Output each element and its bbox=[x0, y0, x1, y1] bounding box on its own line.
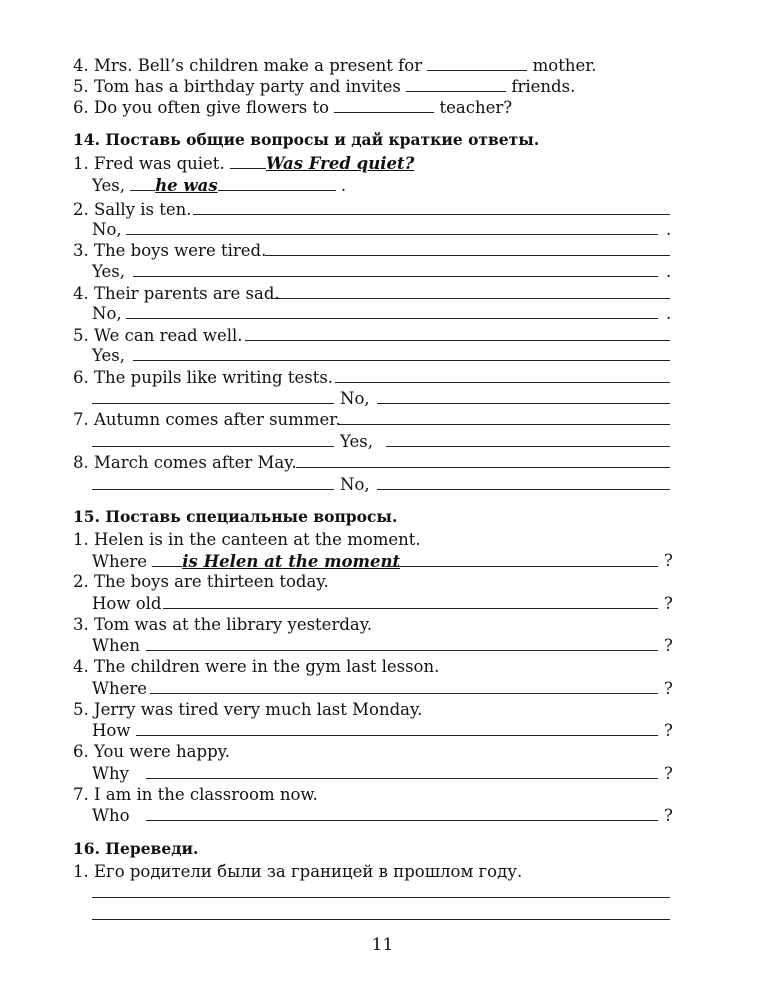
answer-line[interactable] bbox=[163, 608, 658, 609]
ex15-item-2-wh: How old bbox=[92, 594, 162, 613]
answer-line[interactable] bbox=[92, 897, 670, 898]
answer-line[interactable] bbox=[126, 318, 658, 319]
ex15-item-5: 5. Jerry was tired very much last Monday. bbox=[73, 700, 423, 719]
ex14-item-5: 5. We can read well. bbox=[73, 326, 243, 345]
ex14-item-1-reply: Yes, he was . bbox=[92, 176, 347, 195]
ex14-item-2-reply-label: No, bbox=[92, 220, 122, 239]
ex14-item-1: 1. Fred was quiet. Was Fred quiet? bbox=[73, 154, 415, 173]
ex15-item-1-reply: Where is Helen at the moment bbox=[92, 552, 401, 571]
top-item-4: 4. Mrs. Bell’s children make a present for mother. bbox=[73, 56, 597, 75]
answer-blank[interactable] bbox=[427, 55, 527, 71]
ex14-item-2: 2. Sally is ten. bbox=[73, 200, 192, 219]
ex14-item-6-reply-label: No, bbox=[340, 389, 370, 408]
answer-line[interactable] bbox=[193, 214, 670, 215]
answer-line[interactable] bbox=[92, 489, 334, 490]
ex15-item-3-wh: When bbox=[92, 636, 140, 655]
ex15-item-5-wh: How bbox=[92, 721, 131, 740]
ex15-item-4-wh: Where bbox=[92, 679, 148, 698]
answer-line[interactable] bbox=[335, 382, 670, 383]
ex15-item-1: 1. Helen is in the canteen at the moment. bbox=[73, 530, 421, 549]
exercise-15-title: 15. Поставь специальные вопросы. bbox=[73, 507, 398, 526]
answer-line[interactable] bbox=[146, 650, 658, 651]
ex14-item-8: 8. March comes after May. bbox=[73, 453, 297, 472]
ex15-item-2: 2. The boys are thirteen today. bbox=[73, 572, 329, 591]
answer-line[interactable] bbox=[146, 778, 658, 779]
ex14-item-6: 6. The pupils like writing tests. bbox=[73, 368, 334, 387]
answer-line[interactable] bbox=[274, 298, 670, 299]
answer-line[interactable] bbox=[136, 735, 658, 736]
example-reply: he was bbox=[155, 176, 218, 195]
answer-blank[interactable] bbox=[406, 76, 506, 92]
top-item-6: 6. Do you often give flowers to teacher? bbox=[73, 98, 513, 117]
ex14-item-4-reply-label: No, bbox=[92, 304, 122, 323]
ex15-item-3: 3. Tom was at the library yesterday. bbox=[73, 615, 373, 634]
page-number: 11 bbox=[371, 935, 394, 955]
answer-line[interactable] bbox=[385, 566, 658, 567]
answer-line[interactable] bbox=[146, 820, 658, 821]
ex14-item-5-reply-label: Yes, bbox=[92, 346, 125, 365]
ex15-item-7-wh: Who bbox=[92, 806, 130, 825]
answer-line[interactable] bbox=[92, 403, 334, 404]
ex15-item-7: 7. I am in the classroom now. bbox=[73, 785, 318, 804]
answer-line[interactable] bbox=[377, 403, 670, 404]
ex15-item-6: 6. You were happy. bbox=[73, 742, 231, 761]
answer-line[interactable] bbox=[245, 340, 670, 341]
answer-line[interactable] bbox=[377, 489, 670, 490]
answer-line[interactable] bbox=[386, 446, 670, 447]
example-answer: Was Fred quiet? bbox=[265, 154, 415, 173]
answer-blank[interactable] bbox=[334, 97, 434, 113]
answer-line[interactable] bbox=[126, 234, 658, 235]
example-answer: is Helen at the moment bbox=[182, 552, 401, 571]
answer-line[interactable] bbox=[338, 424, 670, 425]
answer-line[interactable] bbox=[133, 276, 658, 277]
answer-line[interactable] bbox=[150, 693, 658, 694]
ex14-item-7: 7. Autumn comes after summer. bbox=[73, 410, 341, 429]
answer-line[interactable] bbox=[133, 360, 670, 361]
ex14-item-3: 3. The boys were tired. bbox=[73, 241, 267, 260]
exercise-14-title: 14. Поставь общие вопросы и дай краткие ответы. bbox=[73, 130, 540, 149]
ex14-item-3-reply-label: Yes, bbox=[92, 262, 125, 281]
ex14-item-4: 4. Their parents are sad. bbox=[73, 284, 280, 303]
exercise-16-title: 16. Переведи. bbox=[73, 839, 199, 858]
answer-line[interactable] bbox=[296, 467, 670, 468]
answer-line[interactable] bbox=[265, 255, 670, 256]
ex14-item-8-reply-label: No, bbox=[340, 475, 370, 494]
ex16-item-1: 1. Его родители были за границей в прошлом году. bbox=[73, 862, 523, 881]
answer-line[interactable] bbox=[92, 446, 334, 447]
ex15-item-4: 4. The children were in the gym last lesson. bbox=[73, 657, 440, 676]
ex15-item-6-wh: Why bbox=[92, 764, 129, 783]
answer-line[interactable] bbox=[92, 919, 670, 920]
top-item-5: 5. Tom has a birthday party and invites friends. bbox=[73, 77, 576, 96]
ex14-item-7-reply-label: Yes, bbox=[340, 432, 373, 451]
